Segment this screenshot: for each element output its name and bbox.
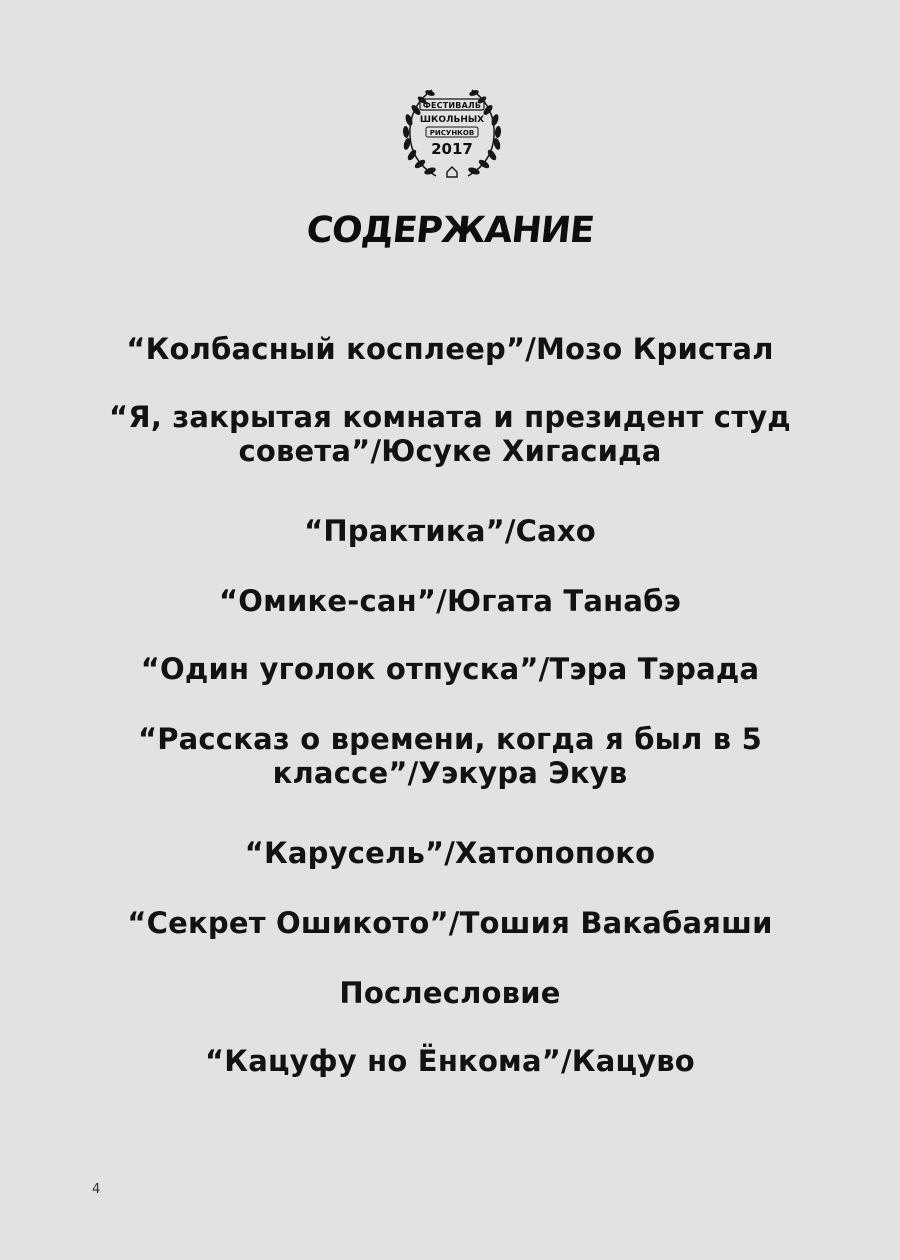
toc-entry-line: “Омике-сан”/Югата Танабэ bbox=[218, 584, 681, 618]
toc-entry bbox=[0, 514, 900, 548]
toc-entry-line: “Рассказ о времени, когда я был в 5 bbox=[137, 722, 763, 756]
toc-entry-line: классе”/Уэкура Экув bbox=[272, 756, 628, 790]
toc-entry-line: “Практика”/Сахо bbox=[304, 514, 596, 548]
emblem-line-school: ШКОЛЬНЫХ bbox=[419, 115, 485, 125]
toc-entry bbox=[0, 836, 900, 870]
toc-entry-line: “Колбасный косплеер”/Мозо Кристал bbox=[126, 332, 774, 366]
house-icon bbox=[446, 166, 458, 178]
toc-entry-line: “Один уголок отпуска”/Тэра Тэрада bbox=[140, 652, 760, 686]
emblem-line-drawings: РИСУНКОВ bbox=[429, 129, 475, 137]
toc-entry-line: “Я, закрытая комната и президент студ bbox=[109, 400, 791, 434]
toc-entry bbox=[0, 1044, 900, 1078]
toc-entry bbox=[0, 400, 900, 468]
toc-entry bbox=[0, 332, 900, 366]
emblem-line-festival: ФЕСТИВАЛЬ bbox=[422, 101, 482, 110]
toc-entry bbox=[0, 976, 900, 1010]
emblem-year: 2017 bbox=[431, 140, 473, 158]
toc-entry-line: “Карусель”/Хатопопоко bbox=[244, 836, 656, 870]
toc-entry-line: “Кацуфу но Ёнкома”/Кацуво bbox=[205, 1044, 695, 1078]
toc-entry bbox=[0, 584, 900, 618]
toc-entry-line: совета”/Юсуке Хигасида bbox=[238, 434, 662, 468]
toc-entry-line: “Секрет Ошикото”/Тошия Вакабаяши bbox=[127, 906, 773, 940]
toc-entry bbox=[0, 722, 900, 790]
page-number: 4 bbox=[92, 1182, 101, 1197]
toc-entry bbox=[0, 652, 900, 686]
page-title: СОДЕРЖАНИЕ bbox=[304, 210, 596, 251]
toc-entry-line: Послесловие bbox=[339, 976, 561, 1010]
festival-emblem bbox=[396, 80, 508, 188]
toc-entry bbox=[0, 906, 900, 940]
